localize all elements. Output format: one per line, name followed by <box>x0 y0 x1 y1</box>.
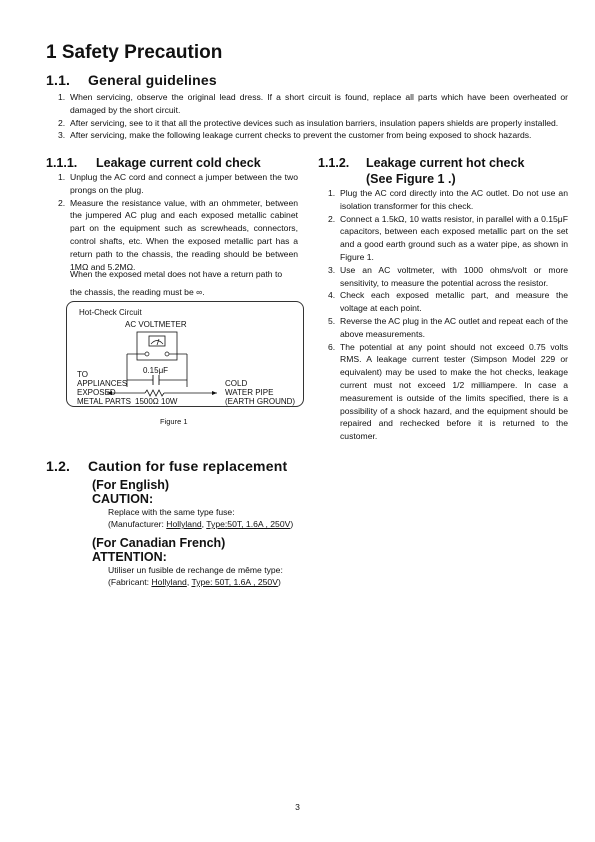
list-item <box>328 315 568 341</box>
hot-check-circuit-figure <box>66 301 304 407</box>
spec-suffix: ) <box>277 577 281 587</box>
item-number: 2. <box>328 213 336 224</box>
english-language-label: (For English) <box>92 478 170 492</box>
circuit-diagram <box>67 302 303 406</box>
section-number: 1.1. <box>46 72 71 88</box>
subsection-title: Leakage current hot check <box>366 156 525 170</box>
left-label-1: TO <box>77 370 88 379</box>
item-number: 1. <box>328 188 336 198</box>
subsection-number: 1.1.1. <box>46 156 78 170</box>
right-label-3: (EARTH GROUND) <box>225 397 296 406</box>
fuse-type: Type:50T, 1.6A , 250V <box>206 519 291 529</box>
subsection-number: 1.1.2. <box>318 156 350 170</box>
item-text: Check each exposed metallic part, and measure the voltage at each point. <box>340 290 568 314</box>
list-item <box>58 91 568 117</box>
manufacturer-name: Hollyland <box>151 577 187 587</box>
item-text: Unplug the AC cord and connect a jumper between the two prongs on the plug. <box>70 172 298 195</box>
item-number: 4. <box>328 290 336 301</box>
section-heading-general <box>46 72 217 88</box>
item-text: After servicing, make the following leakage current checks to prevent the customer from being exposed to shock hazards. <box>70 130 532 141</box>
spec-prefix: (Manufacturer: <box>108 519 167 529</box>
english-instruction: Replace with the same type fuse: <box>108 507 235 517</box>
item-text: After servicing, see to it that all the protective devices such as insulation barriers, insulation papers shields are properly installed. <box>70 117 559 128</box>
list-item <box>58 117 568 130</box>
cold-note-line-2: the chassis, the reading must be ∞. <box>70 287 205 297</box>
right-label-2: WATER PIPE <box>225 388 274 397</box>
voltmeter-label: AC VOLTMETER <box>125 320 187 329</box>
list-item <box>58 129 568 142</box>
item-number: 3. <box>328 264 336 275</box>
item-text: When servicing, observe the original lead dress. If a short circuit is found, replace all parts which have been overheated or damaged by the short circuit. <box>70 92 568 115</box>
left-label-4: METAL PARTS <box>77 397 131 406</box>
right-label-1: COLD <box>225 379 248 388</box>
subsection-heading-hot <box>318 156 524 170</box>
hot-check-list <box>328 187 568 443</box>
fuse-english-block <box>92 478 293 530</box>
list-item <box>328 264 568 290</box>
item-number: 2. <box>58 197 66 208</box>
terminal-left <box>145 352 149 356</box>
left-label-3: EXPOSED <box>77 388 116 397</box>
meter-needle-arc <box>151 341 163 345</box>
terminal-right <box>165 352 169 356</box>
page-number: 3 <box>295 802 300 812</box>
item-text: Plug the AC cord directly into the AC outlet. Do not use an isolation transformer for this check. <box>340 188 568 211</box>
item-number: 3. <box>58 130 66 141</box>
section-number: 1.2. <box>46 458 71 474</box>
left-label-2: APPLIANCES <box>77 379 128 388</box>
figure-caption: Figure 1 <box>160 417 188 426</box>
list-item <box>328 289 568 315</box>
spec-separator: , <box>186 577 192 587</box>
caution-label: CAUTION: <box>92 492 154 506</box>
spec-prefix: (Fabricant: <box>108 577 152 587</box>
list-item <box>328 341 568 443</box>
list-item <box>328 187 568 213</box>
cold-check-list <box>58 171 298 273</box>
item-number: 1. <box>58 172 66 182</box>
list-item <box>328 213 568 264</box>
item-text: Measure the resistance value, with an ohmmeter, between the jumpered AC plug and each exposed metallic cabinet part on the equipment such as screwheads, connectors, control shafts, etc. When the exposed metallic part has a return path to the chassis, the reading should be between 1MΩ and 5.2MΩ. <box>70 197 298 272</box>
section-title: General guidelines <box>88 72 217 88</box>
page-title: 1 Safety Precaution <box>46 42 223 63</box>
item-text: Reverse the AC plug in the AC outlet and repeat each of the above measurements. <box>340 315 568 339</box>
item-number: 2. <box>58 117 66 128</box>
item-text: The potential at any point should not exceed 0.75 volts RMS. A leakage current tester (Simpson Model 229 or equivalent) may be used to make the hot checks, leakage current must not exceed 1/2 milliampere. In case a measurement is outside of the limits specified, there is a possibility of a shock hazard, and the equipment should be repaired and rechecked before it is returned to the customer. <box>340 341 568 442</box>
english-fuse-spec <box>92 518 293 530</box>
capacitor-label: 0.15μF <box>143 366 169 375</box>
item-text: Connect a 1.5kΩ, 10 watts resistor, in parallel with a 0.15μF capacitors, between each exposed metallic part on the set and a good earth ground such as a water pipe, as shown in Figure 1. <box>340 213 568 262</box>
section-heading-fuse <box>46 458 287 474</box>
section-title: Caution for fuse replacement <box>88 458 288 474</box>
attention-label: ATTENTION: <box>92 550 167 564</box>
general-guidelines-list <box>58 91 568 142</box>
item-number: 6. <box>328 341 336 352</box>
french-language-label: (For Canadian French) <box>92 536 226 550</box>
item-number: 5. <box>328 315 336 326</box>
spec-separator: , <box>201 519 207 529</box>
manufacturer-name: Hollyland <box>166 519 202 529</box>
cold-note-line-1: When the exposed metal does not have a return path to <box>70 269 283 279</box>
item-number: 1. <box>58 92 66 102</box>
figure-title: Hot-Check Circuit <box>79 308 142 317</box>
fuse-french-block <box>92 536 283 588</box>
resistor-symbol <box>145 390 164 396</box>
spec-suffix: ) <box>290 519 294 529</box>
french-fuse-spec <box>92 576 283 588</box>
arrow-right-icon <box>212 391 217 395</box>
meter-needle <box>157 339 159 345</box>
resistor-label: 1500Ω 10W <box>135 397 178 406</box>
list-item <box>58 171 298 197</box>
subsection-title: Leakage current cold check <box>96 156 261 170</box>
fuse-type: Type: 50T, 1.6A , 250V <box>191 577 278 587</box>
subsection-heading-hot-ref: (See Figure 1 .) <box>366 172 456 186</box>
subsection-heading-cold <box>46 156 261 170</box>
french-instruction: Utiliser un fusible de rechange de même type: <box>108 565 283 575</box>
list-item <box>58 197 298 274</box>
item-text: Use an AC voltmeter, with 1000 ohms/volt or more sensitivity, to measure the potential across the resistor. <box>340 264 568 288</box>
